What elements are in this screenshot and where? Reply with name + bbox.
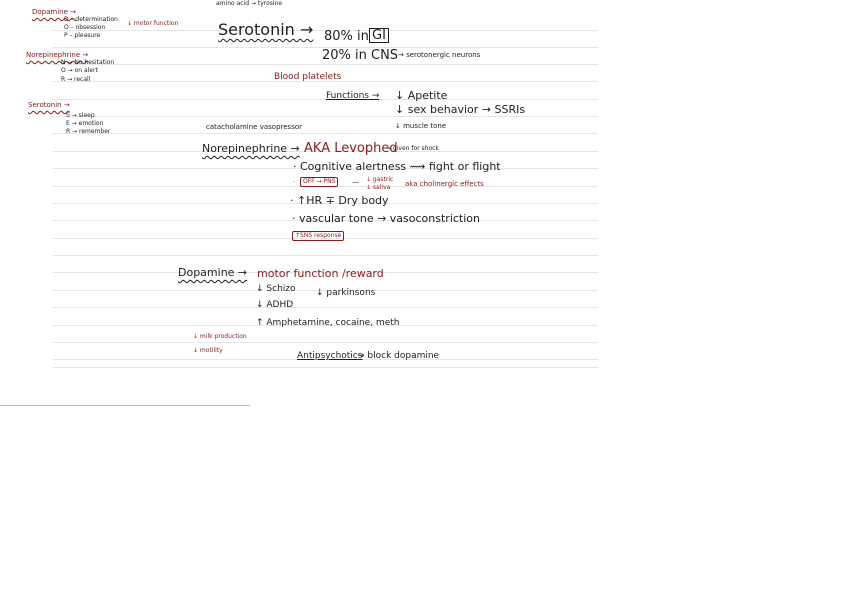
norepi-off-pns: OFF → PNS: [300, 177, 338, 187]
dopamine-item: ↓ Schizo: [256, 284, 296, 294]
norepi-sns-response: ↑SNS response: [292, 231, 344, 241]
norepi-class-note: catacholamine vasopressor: [206, 123, 302, 131]
norepi-aka: AKA Levophed: [304, 141, 398, 156]
serotonin-function-item: ↓ muscle tone: [395, 122, 447, 130]
norepi-line: · ↑HR ∓ Dry body: [290, 194, 389, 207]
dopamine-item: ↓ parkinsons: [316, 288, 376, 298]
serotonin-platelets: Blood platelets: [274, 72, 342, 82]
side-dopamine-item: D – determination: [64, 16, 118, 23]
page-divider: [0, 405, 250, 406]
side-dopamine-title: Dopamine →: [32, 8, 77, 16]
norepi-dash: —: [352, 178, 359, 186]
dopamine-antipsychotics: Antipsychotics: [297, 351, 363, 361]
serotonin-title: Serotonin →: [218, 20, 314, 39]
norepi-gastric: ↓ gastric: [366, 176, 394, 183]
serotonin-top-note: amino acid → tyrosine: [216, 0, 283, 7]
norepi-title: Norepinephrine →: [202, 142, 300, 155]
norepi-line: · Cognitive alertness ⟿ fight or flight: [293, 160, 501, 173]
serotonin-cns-note: → serotonergic neurons: [398, 51, 481, 59]
serotonin-gi-box: GI: [369, 28, 389, 43]
side-dopamine-item: O – obsession: [64, 24, 106, 31]
side-serotonin-item: S → sleep: [66, 112, 95, 119]
side-norepi-item: N → No hesitation: [61, 59, 115, 66]
side-norepi-item: R → recall: [61, 76, 91, 83]
norepi-line: · vascular tone → vasoconstriction: [292, 212, 481, 225]
side-serotonin-item: R → remember: [66, 128, 111, 135]
side-serotonin-item: E → emotion: [66, 120, 104, 127]
dopamine-milk: ↓ milk production: [193, 333, 247, 340]
dopamine-motility: ↓ motility: [193, 347, 223, 354]
side-serotonin-title: Serotonin →: [28, 101, 70, 109]
dopamine-item: ↓ ADHD: [256, 300, 294, 310]
side-norepi-item: O → on alert: [61, 67, 98, 74]
serotonin-function-item: ↓ sex behavior → SSRIs: [395, 103, 526, 116]
dopamine-motor: motor function /reward: [257, 267, 384, 280]
serotonin-cns: 20% in CNS: [322, 48, 399, 63]
side-dopamine-note: ↓ motor function: [127, 20, 179, 27]
dopamine-item: ↑ Amphetamine, cocaine, meth: [256, 318, 400, 328]
serotonin-functions-label: Functions →: [326, 91, 380, 101]
norepi-saliva: ↓ saliva: [366, 184, 391, 191]
dopamine-antipsychotics-note: → block dopamine: [357, 351, 440, 361]
side-norepi-title: Norepinephrine →: [26, 51, 89, 59]
norepi-cholinergic: aka cholinergic effects: [405, 180, 484, 188]
dopamine-title: Dopamine →: [178, 266, 248, 279]
serotonin-gi-pct: 80% in: [324, 29, 369, 44]
serotonin-function-item: ↓ Apetite: [395, 89, 448, 102]
norepi-bullet: ·: [293, 179, 295, 186]
side-dopamine-item: P – pleasure: [64, 32, 101, 39]
norepi-aka-note: → given for shock: [386, 145, 439, 152]
